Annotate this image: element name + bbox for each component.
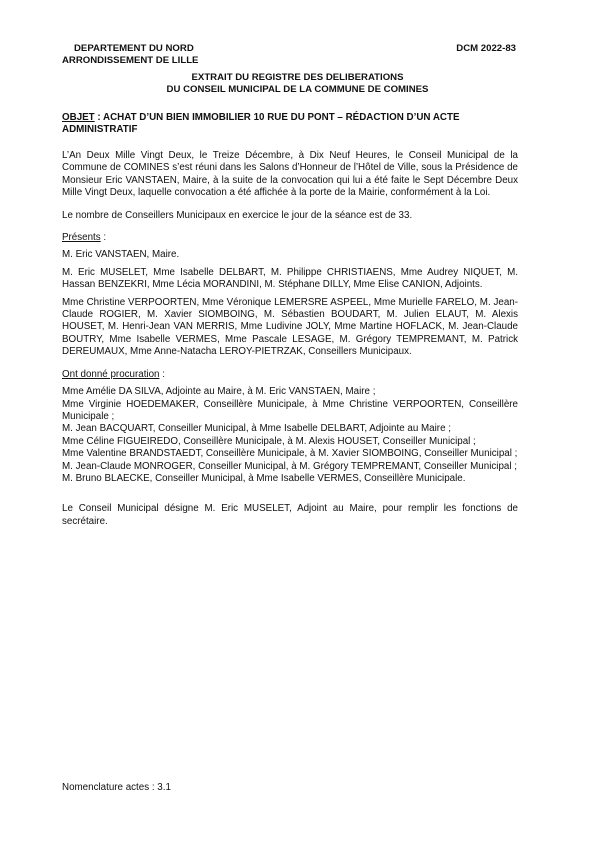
proxy-item: Mme Virginie HOEDEMAKER, Conseillère Municipale, à Mme Christine VERPOORTEN, Conseillère Municipale ; xyxy=(62,398,518,422)
present-heading: Présents : xyxy=(62,232,107,244)
proxy-item: M. Bruno BLAECKE, Conseiller Municipal, à Mme Isabelle VERMES, Conseillère Municipale. xyxy=(62,472,466,484)
document-body xyxy=(62,150,518,538)
present-councillors: Mme Christine VERPOORTEN, Mme Véronique LEMERSRE ASPEEL, Mme Murielle FARELO, M. Jean-Claude ROGIER, M. Xavier SIOMBOING, M. Sébastien BOUDART, M. Julien ELAUT, M. Alexis HOUSET, M. Henri-Jean VAN MERRIS, Mme Ludivine JOLY, Mme Martine HOFLACK, M. Jean-Claude BOUTRY, Mme Isabelle VERMES, Mme Pascale LESAGE, M. Grégory TEMPREMANT, M. Patrick DEREUMAUX, Mme Anne-Natacha LEROY-PIETRZAK, Conseillers Municipaux. xyxy=(62,296,518,358)
department-name: DEPARTEMENT DU NORD xyxy=(74,43,194,54)
issuer-block xyxy=(62,43,302,66)
object-text: : ACHAT D’UN BIEN IMMOBILIER 10 RUE DU PONT – RÉDACTION D’UN ACTE ADMINISTRATIF xyxy=(62,112,460,135)
object-line xyxy=(62,112,518,135)
proxy-item: Mme Céline FIGUEIREDO, Conseillère Municipale, à M. Alexis HOUSET, Conseiller Municipal ; xyxy=(62,435,476,447)
present-deputies: M. Eric MUSELET, Mme Isabelle DELBART, M. Philippe CHRISTIAENS, Mme Audrey NIQUET, M. Hassan BENZEKRI, Mme Lécia MORANDINI, M. Stéphane DILLY, Mme Elise CANION, Adjoints. xyxy=(62,266,518,291)
proxies-heading: Ont donné procuration : xyxy=(62,368,165,380)
proxy-item: M. Jean BACQUART, Conseiller Municipal, à Mme Isabelle DELBART, Adjointe au Maire ; xyxy=(62,423,451,435)
object-label: OBJET xyxy=(62,112,95,123)
title-line-2: DU CONSEIL MUNICIPAL DE LA COMMUNE DE COMINES xyxy=(166,83,429,95)
arrondissement-name: ARRONDISSEMENT DE LILLE xyxy=(62,54,199,66)
title-line-1: EXTRAIT DU REGISTRE DES DELIBERATIONS xyxy=(191,72,404,83)
secretary-paragraph: Le Conseil Municipal désigne M. Eric MUSELET, Adjoint au Maire, pour remplir les fonctions de secrétaire. xyxy=(62,503,518,527)
present-mayor: M. Eric VANSTAEN, Maire. xyxy=(62,249,180,261)
deliberation-reference: DCM 2022-83 xyxy=(456,43,516,54)
document-title xyxy=(100,72,495,95)
intro-paragraph: L’An Deux Mille Vingt Deux, le Treize Décembre, à Dix Neuf Heures, le Conseil Municipal de la Commune de COMINES s’est réuni dans les Salons d’Honneur de l’Hôtel de Ville, sous la Présidence de Monsieur Eric VANSTAEN, Maire, à la suite de la convocation qui lui a été faite le Sept Décembre Deux Mille Vingt Deux, laquelle convocation a été affichée à la porte de la Mairie, conformément à la Loi. xyxy=(62,150,518,199)
proxy-item: Mme Valentine BRANDSTAEDT, Conseillère Municipale, à M. Xavier SIOMBOING, Conseiller Municipal ; xyxy=(62,448,518,460)
nomenclature: Nomenclature actes : 3.1 xyxy=(62,782,171,793)
proxy-item: Mme Amélie DA SILVA, Adjointe au Maire, à M. Eric VANSTAEN, Maire ; xyxy=(62,386,376,398)
proxies-list xyxy=(62,386,518,485)
proxy-item: M. Jean-Claude MONROGER, Conseiller Municipal, à M. Grégory TEMPREMANT, Conseiller Municipal ; xyxy=(62,460,517,472)
members-count: Le nombre de Conseillers Municipaux en exercice le jour de la séance est de 33. xyxy=(62,209,413,221)
